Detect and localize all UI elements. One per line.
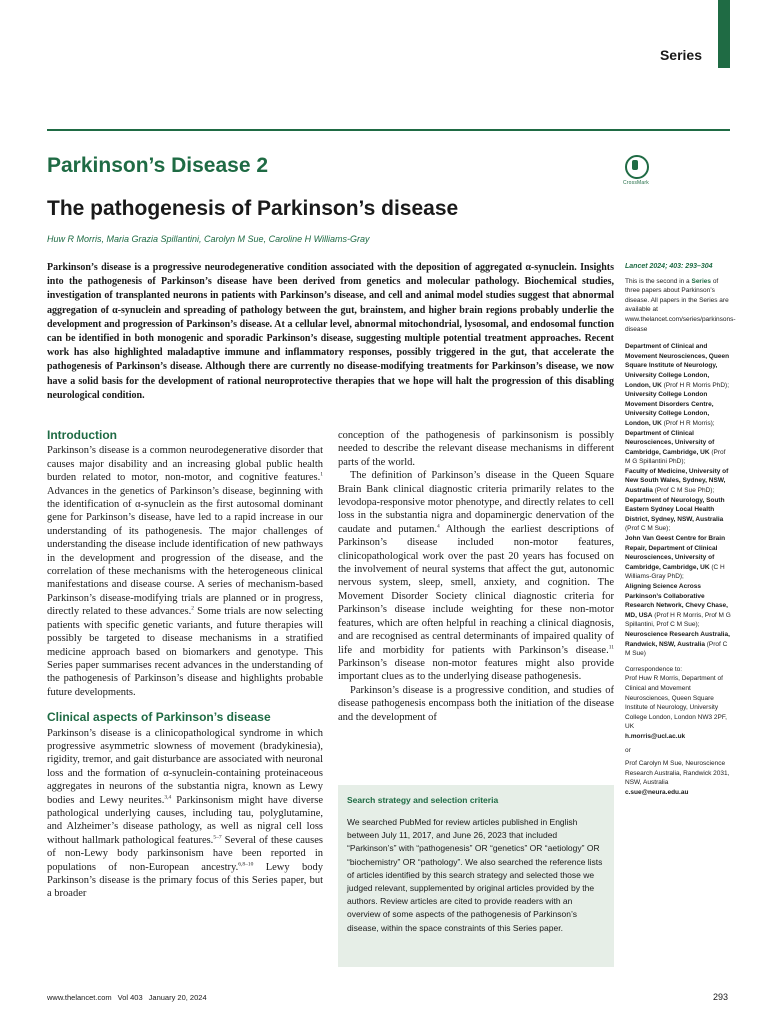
affiliation: Department of Neurology, South Eastern Sydney Local Health District, Sydney, NSW, Australia (Prof C M Sue); bbox=[625, 496, 725, 533]
correspondence-heading: Correspondence to: bbox=[625, 665, 683, 673]
body-column-right bbox=[338, 429, 614, 724]
sidebar bbox=[625, 262, 736, 797]
footer-date: January 20, 2024 bbox=[148, 993, 207, 1002]
page-number: 293 bbox=[712, 992, 728, 1002]
paragraph: Parkinson’s disease is a clinicopathological syndrome in which progressive asymmetric slowness of movement (bradykinesia), rigidity, tremor, and gait disturbance are associated with neuronal loss and the formation of α-synuclein-containing proteinaceous aggregates in neurons of the substantia nigra, known as Lewy bodies and Lewy neurites.$^{3,4}$ Parkinsonism might have diverse pathological underlying causes, including tau, polyglutamine, and Alzheimer’s disease pathology, as well as nigral cell loss without hallmark pathological features.$^{5-7}$ Several of these causes of non-Lewy body parkinsonism have been reported in populations of non-European ancestry.$^{6,8-10}$ Lewy body Parkinson’s disease is the primary focus of this Series paper, but a broader bbox=[47, 727, 323, 900]
correspondence-or: or bbox=[625, 746, 631, 754]
series-link[interactable]: Series bbox=[691, 277, 712, 285]
affiliation: John Van Geest Centre for Brain Repair, Department of Clinical Neurosciences, University of Cambridge, Cambridge, UK (C H Williams-Gray PhD); bbox=[625, 535, 726, 581]
series-label: Series bbox=[659, 47, 702, 63]
citation: Lancet 2024; 403: 293–304 bbox=[625, 263, 713, 270]
affiliation: Faculty of Medicine, University of New South Wales, Sydney, NSW, Australia (Prof C M Sue PhD); bbox=[625, 467, 729, 495]
article-title: The pathogenesis of Parkinson’s disease bbox=[47, 197, 459, 220]
correspondence-email-2[interactable]: c.sue@neura.edu.au bbox=[625, 788, 689, 796]
crossmark-bookmark bbox=[632, 160, 638, 170]
paragraph: conception of the pathogenesis of parkinsonism is possibly needed to describe the relevant disease mechanisms in different parts of the world. bbox=[338, 430, 614, 468]
series-note-post: of three papers about Parkinson’s disease. All papers in the Series are available at www.thelancet.com/series/parkinsons-disease bbox=[625, 277, 736, 333]
crossmark-icon[interactable] bbox=[623, 155, 649, 189]
paragraph: Parkinson’s disease is a common neurodegenerative disorder that causes major disability and an increasing global public health burden related to motor, non-motor, and cognitive features.$^1$ Advances in the genetics of Parkinson’s disease, beginning with the identification of α-synuclein as the first autosomal dominant gene for Parkinson’s disease, have led to a rapid increase in our understanding of its pathogenesis. The major challenges of understanding the disease include identification of new pathways in the development and progression of the disease, and the correlation of these mechanisms with the heterogeneous clinical manifestations and disease course. A series of mechanism-based Parkinson’s disease-modifying trials are planned or in progress, directly related to these advances.$^2$ Some trials are now selecting patients with specific genetic variants, and future therapies will possibly be targeted to disease mechanisms in a stratified medicine approach based on biomarkers and genotype. This Series paper summarises recent advances in the understanding of the pathogenesis of Parkinson’s disease and highlights probable future developments. bbox=[47, 445, 323, 698]
footer-site-link[interactable]: www.thelancet.com bbox=[47, 993, 112, 1002]
search-strategy-text: We searched PubMed for review articles published in English between July 11, 2017, and June 26, 2023 that included “Parkinson’s” with “pathogenesis” OR “genetics” OR “aetiology” OR “biochemistry” OR “pathology”. We also searched the reference lists of articles identified by this search strategy and selected those we judged relevant, supplemented by original articles provided by the authors. Review articles are cited to provide readers with an overview of some aspects of the pathogenesis of Parkinson’s disease, within the space constraints of this Series paper. bbox=[347, 817, 603, 933]
correspondence-email-1[interactable]: h.morris@ucl.ac.uk bbox=[625, 732, 686, 740]
crossmark-label: CrossMark bbox=[623, 180, 649, 186]
affiliation: Aligning Science Across Parkinson’s Collaborative Research Network, Chevy Chase, MD, USA (Prof H R Morris, Prof M G Spillantini, Prof C M Sue); bbox=[625, 583, 731, 629]
affiliation: Department of Clinical Neurosciences, University of Cambridge, Cambridge, UK (Prof M G Spillantini PhD); bbox=[625, 429, 726, 466]
author-list: Huw R Morris, Maria Grazia Spillantini, Carolyn M Sue, Caroline H Williams-Gray bbox=[47, 234, 370, 244]
header-rule bbox=[47, 129, 730, 131]
body-column-left bbox=[47, 429, 323, 901]
affiliation: University College London Movement Disorders Centre, University College London, London, UK (Prof H R Morris); bbox=[625, 391, 715, 427]
abstract: Parkinson’s disease is a progressive neurodegenerative condition associated with the deposition of aggregated α-synuclein. Insights into the pathogenesis of Parkinson’s disease have been derived from genetics and molecular pathology. Biochemical studies, investigation of transplanted neurons in patients with Parkinson’s disease, and cell and animal model studies suggest that abnormal aggregation of α-synuclein and spreading of pathology between the gut, brainstem, and higher brain regions probably underlie the development and progression of Parkinson’s disease. At a cellular level, abnormal mitochondrial, lysosomal, and endosomal function can be identified in both monogenic and sporadic Parkinson’s disease, suggesting multiple potential treatment approaches. Recent work has also highlighted maladaptive immune and inflammatory responses, possibly triggered in the gut, that accelerate the pathogenesis of Parkinson’s disease. Although there are currently no disease-modifying treatments for Parkinson’s disease, we now have a solid basis for the development of rational neuroprotective therapies that we hope will halt the progression of this disabling neurological condition. bbox=[47, 262, 614, 401]
footer-volume: Vol 403 bbox=[117, 993, 143, 1002]
section-heading-clinical-aspects: Clinical aspects of Parkinson’s disease bbox=[47, 710, 271, 725]
affiliation: Department of Clinical and Movement Neurosciences, Queen Square Institute of Neurology, University College London, London, UK (Prof H R Morris PhD); bbox=[625, 343, 730, 389]
paragraph: The definition of Parkinson’s disease in the Queen Square Brain Bank clinical diagnostic criteria primarily relates to the levodopa-responsive motor phenotype, and directly relates to cell loss in the substantia nigra and dopaminergic denervation of the caudate and putamen.$^4$ Although the earliest descriptions of Parkinson’s disease included non-motor features, clinicopathological work over the past 20 years has focused on the involvement of neural systems that affect the gut, autonomic nervous system, sleep, smell, anxiety, and cognition. The Movement Disorder Society clinical diagnostic criteria for Parkinson’s disease include weighting for these non-motor features, which are often helpful in reaching a clinical diagnosis, and are recognised as central determinants of impaired quality of life and morbidity for patients with Parkinson’s disease.$^{11}$ Parkinson’s disease non-motor features might also provide important clues as to the underlying disease pathogenesis. bbox=[338, 470, 614, 683]
correspondence-1: Prof Huw R Morris, Department of Clinical and Movement Neurosciences, Queen Square Institute of Neurology, University College London, London NW3 2PF, UK h.morris@ucl.ac.uk bbox=[625, 675, 727, 740]
paragraph: Parkinson’s disease is a progressive condition, and studies of disease pathogenesis encompass both the initiation of the disease and the development of bbox=[338, 684, 614, 723]
footer bbox=[47, 993, 207, 1002]
series-color-bar bbox=[718, 0, 730, 68]
search-strategy-panel bbox=[338, 785, 614, 967]
series-title: Parkinson’s Disease 2 bbox=[47, 154, 269, 177]
correspondence-2: Prof Carolyn M Sue, Neuroscience Research Australia, Randwick 2031, NSW, Australia c.sue@neura.edu.au bbox=[625, 760, 730, 796]
affiliations bbox=[625, 342, 731, 659]
series-note-pre: This is the second in a bbox=[625, 277, 692, 285]
section-heading-introduction: Introduction bbox=[47, 428, 117, 442]
affiliation: Neuroscience Research Australia, Randwick, NSW, Australia (Prof C M Sue) bbox=[625, 630, 730, 658]
search-strategy-title: Search strategy and selection criteria bbox=[347, 795, 499, 805]
series-note bbox=[625, 277, 736, 335]
